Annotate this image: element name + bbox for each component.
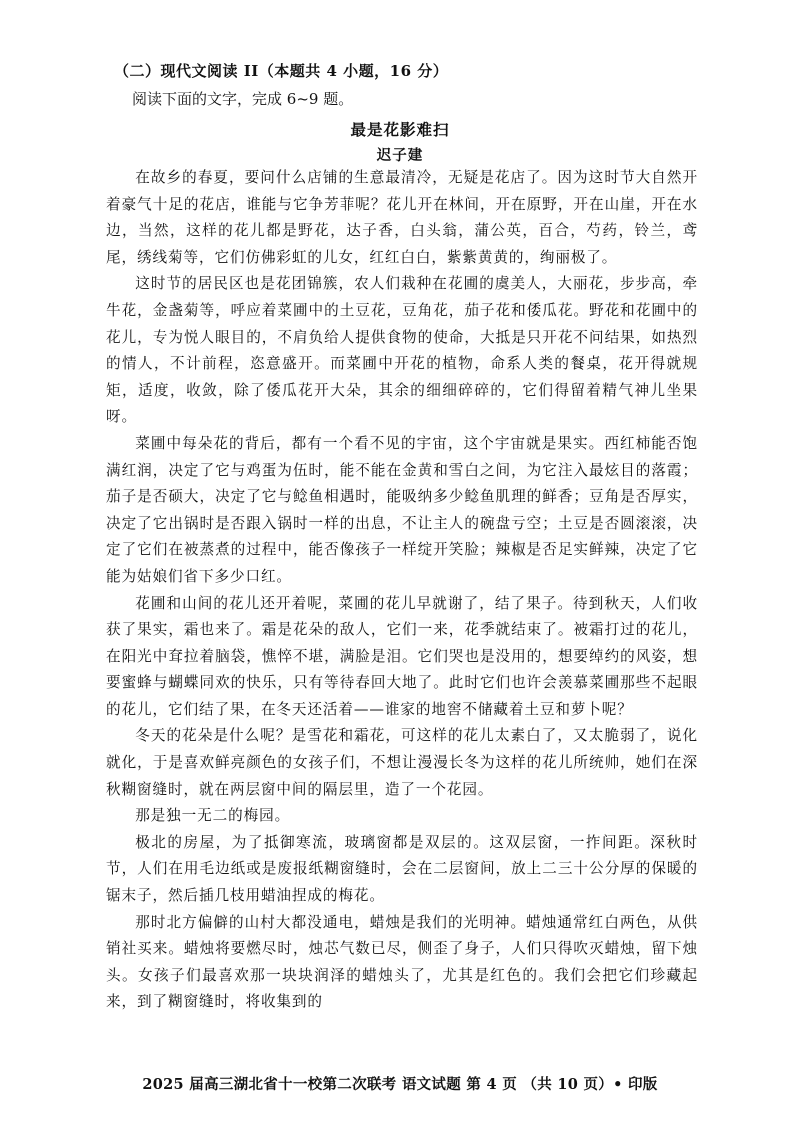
reading-instruction: 阅读下面的文字，完成 6~9 题。 (132, 90, 354, 108)
article-title: 最是花影难扫 (350, 120, 450, 139)
paragraph-2: 这时节的居民区也是花团锦簇，农人们栽种在花圃的虞美人，大丽花，步步高，牵牛花，金盏菊等，呼应着菜圃中的土豆花，豆角花，茄子花和倭瓜花。野花和花圃中的花儿，专为悦人眼目的，不肩负给人提供食物的使命，大抵是只开花不问结果，如热烈的情人，不计前程，恣意盛开。而菜圃中开花的植物，命系人类的餐桌，花开得就规矩，适度，收敛，除了倭瓜花开大朵，其余的细细碎碎的，它们得留着精气神儿坐果呀。 (106, 275, 698, 426)
paragraph-5: 冬天的花朵是什么呢？是雪花和霜花，可这样的花儿太素白了，又太脆弱了，说化就化，于是喜欢鲜亮颜色的女孩子们，不想让漫漫长冬为这样的花儿所统帅，她们在深秋糊窗缝时，就在两层窗中间的隔层里，造了一个花园。 (106, 727, 698, 798)
page-footer: 2025 届高三湖北省十一校第二次联考 语文试题 第 4 页 （共 10 页）• 印版 (142, 1076, 658, 1093)
paragraph-1: 在故乡的春夏，要问什么店铺的生意最清冷，无疑是花店了。因为这时节大自然开着豪气十足的花店，谁能与它争芳菲呢？花儿开在林间，开在原野，开在山崖，开在水边，当然，这样的花儿都是野花，达子香，白头翁，蒲公英，百合，芍药，铃兰，鸢尾，绣线菊等，它们仿佛彩虹的儿女，红红白白，紫紫黄黄的，绚丽极了。 (106, 169, 698, 266)
article-author: 迟子建 (376, 147, 424, 164)
paragraph-8: 那时北方偏僻的山村大都没通电，蜡烛是我们的光明神。蜡烛通常红白两色，从供销社买来。蜡烛将要燃尽时，烛芯气数已尽，侧歪了身子，人们只得吹灭蜡烛，留下烛头。女孩子们最喜欢那一块块润泽的蜡烛头了，尤其是红色的。我们会把它们珍藏起来，到了糊窗缝时，将收集到的 (106, 913, 698, 1011)
paragraph-6: 那是独一无二的梅园。 (135, 807, 291, 825)
section-header: （二）现代文阅读 II（本题共 4 小题，16 分） (114, 62, 449, 80)
paragraph-7: 极北的房屋，为了抵御寒流，玻璃窗都是双层的。这双层窗，一拃间距。深秋时节，人们在用毛边纸或是废报纸糊窗缝时，会在二层窗间，放上二三十公分厚的保暖的锯末子，然后插几枝用蜡油捏成的梅花。 (106, 833, 698, 905)
paragraph-4: 花圃和山间的花儿还开着呢，菜圃的花儿早就谢了，结了果子。待到秋天，人们收获了果实，霜也来了。霜是花朵的敌人，它们一来，花季就结束了。被霜打过的花儿，在阳光中耷拉着脑袋，憔悴不堪，满脸是泪。它们哭也是没用的，想要绰约的风姿，想要蜜蜂与蝴蝶同欢的快乐，只有等待春回大地了。此时它们也许会羡慕菜圃那些不起眼的花儿，它们结了果，在冬天还活着——谁家的地窖不储藏着土豆和萝卜呢？ (106, 594, 698, 718)
article-body (106, 165, 698, 1016)
paragraph-3: 菜圃中每朵花的背后，都有一个看不见的宇宙，这个宇宙就是果实。西红柿能否饱满红润，决定了它与鸡蛋为伍时，能不能在金黄和雪白之间，为它注入最炫目的落霞；茄子是否硕大，决定了它与鲶鱼相遇时，能吸纳多少鲶鱼肌理的鲜香；豆角是否厚实，决定了它出锅时是否跟入锅时一样的出息，不让主人的碗盘亏空；土豆是否圆滚滚，决定了它们在被蒸煮的过程中，能否像孩子一样绽开笑脸；辣椒是否足实鲜辣，决定了它能为姑娘们省下多少口红。 (106, 434, 698, 585)
